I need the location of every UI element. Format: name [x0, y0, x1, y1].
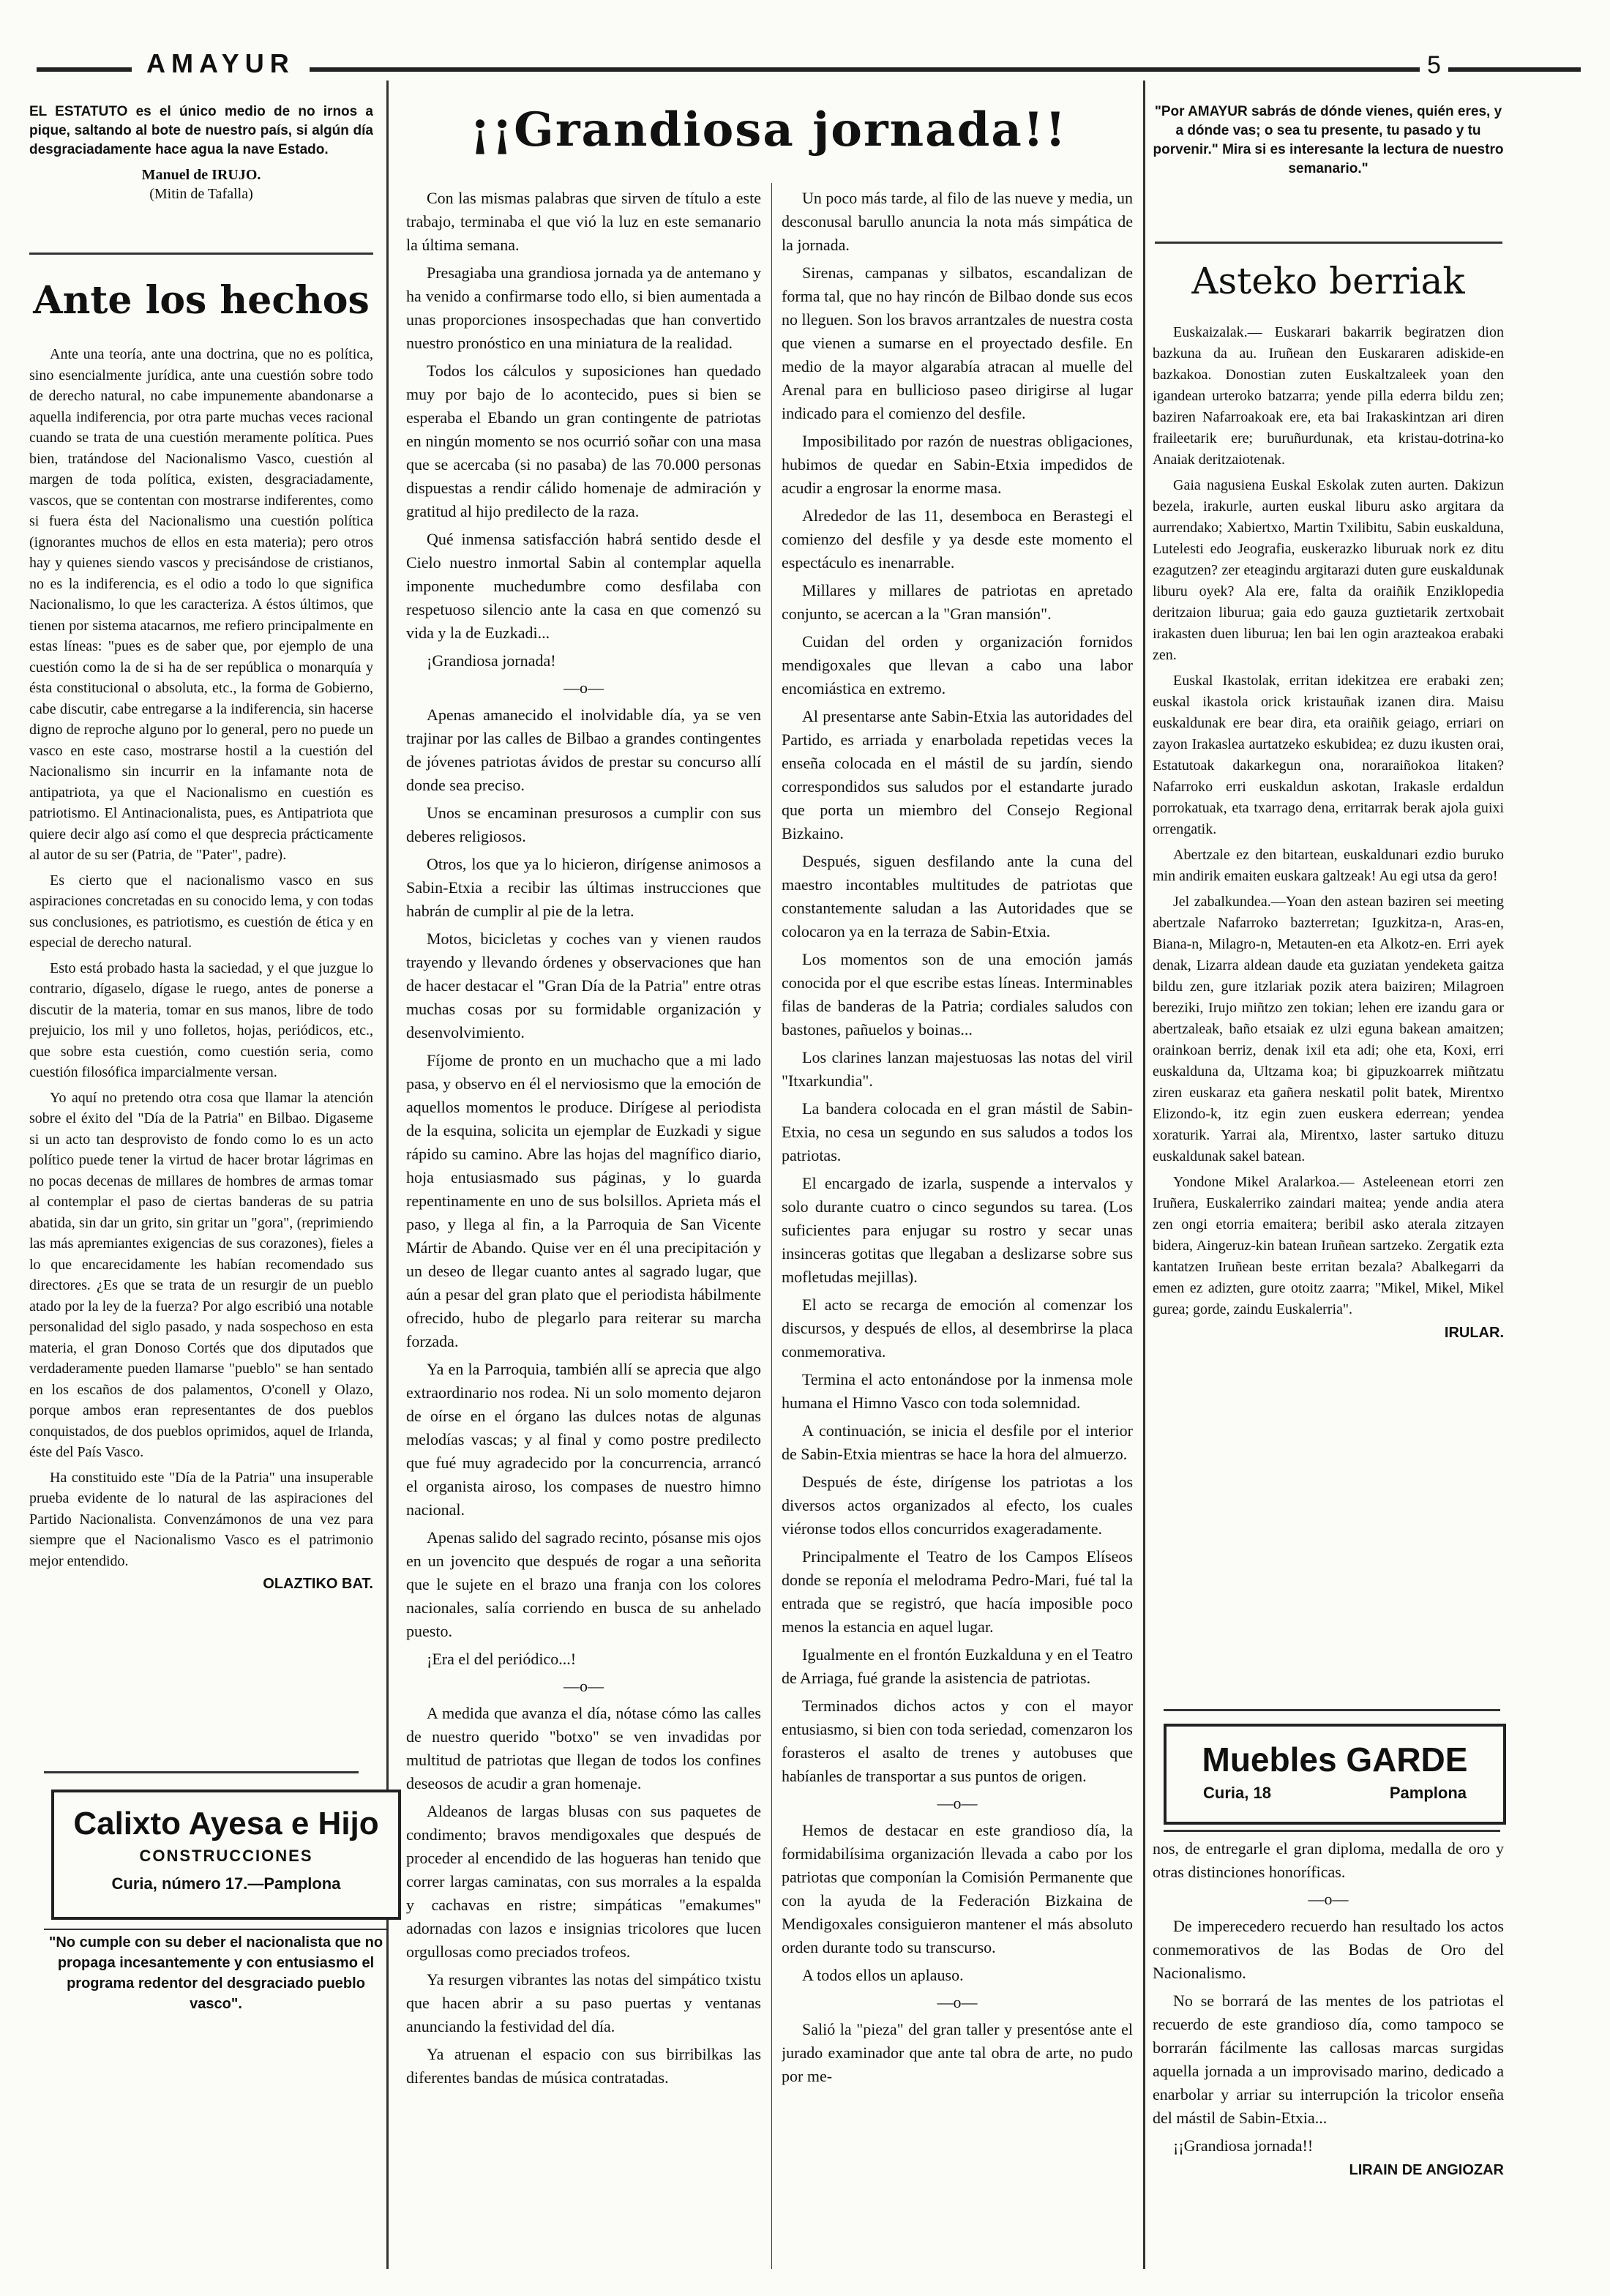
paragraph: Apenas salido del sagrado recinto, pósanse mis ojos en un jovencito que después de rogar a una señorita que le sujete en el brazo una franja con los colores nacionales, salía corriendo en busca de su anhelado puesto. — [406, 1528, 761, 1640]
ad-company-line: CONSTRUCCIONES — [139, 1847, 313, 1865]
paragraph: Ya en la Parroquia, también allí se aprecia que algo extraordinario nos rodea. Ni un solo momento dejaron de oírse en el órgano las dulces notas de algunas melodías vascas; y al final y como postre predilecto que fué muy agradecido por la concurrencia, arrancó el organista airoso, los compases de nuestro himno nacional. — [406, 1360, 761, 1519]
column-rule-right — [1143, 81, 1145, 2269]
paragraph: De imperecedero recuerdo han resultado los actos conmemorativos de las Bodas de Oro del Nacionalismo. — [1153, 1917, 1504, 1982]
paragraph: Un poco más tarde, al filo de las nueve y media, un desconusal barullo anuncia la nota más simpática de la jornada. — [782, 189, 1133, 254]
paragraph: Fíjome de pronto en un muchacho que a mi lado pasa, y observo en él el nerviosismo que la emoción de aquellos momentos le produce. Dirígese al periodista de la esquina, solicita un ejemplar de Euzkadi y sigue rápido su camino. Abre las hojas del magnífico diario, hoja entusiasmado sus páginas, y lo guarda repentinamente en uno de sus bolsillos. Aprieta más el paso, y llega al fin, a la Parroquia de San Vicente Mártir de Abando. Quise ver en él una precipitación y un deseo de llegar cuanto antes al sagrado lugar, que aún a pesar del gran plato que el periodista hábilmente ofrecido, hubo de plegarlo para reiterar su marcha forzada. — [406, 1051, 761, 1350]
paragraph: El acto se recarga de emoción al comenzar los discursos, y después de ellos, al desembrirse la placa conmemorativa. — [782, 1295, 1133, 1361]
section-separator: —o— — [564, 678, 604, 697]
paragraph: Ha constituido este "Día de la Patria" una insuperable prueba evidente de lo natural de las aspiraciones del Partido Nacionalista. Convenzámonos de una vez para siempre que el Nacionalismo Vasco es el patrimonio mejor entendido. — [29, 1469, 373, 1569]
paragraph: Qué inmensa satisfacción habrá sentido desde el Cielo nuestro inmortal Sabin al contemplar aquella imponente muchedumbre como desfilaba con respetuoso silencio ante la casa en que comenzó su vida y la de Euzkadi... — [406, 530, 761, 642]
ad-address-row — [1167, 1779, 1503, 1803]
paragraph: Abertzale ez den bitartean, euskaldunari ezdio buruko min andirik emaiten euskara galtzeak! Au egi utsa da gero! — [1153, 847, 1504, 884]
paragraph: Alrededor de las 11, desemboca en Berastegi el comienzo del desfile y ya desde este momento el espectáculo es inenarrable. — [782, 506, 1133, 572]
paragraph: Principalmente el Teatro de los Campos Elíseos donde se reponía el melodrama Pedro-Mari, fué tal la entrada que se registró, que hacía imposible poco menos la estancia en aquel lugar. — [782, 1547, 1133, 1636]
paragraph: Todos los cálculos y suposiciones han quedado muy por bajo de lo acontecido, pues si bien se esperaba el Ebando un gran contingente de patriotas en ningún momento se nos ocurrió soñar con una masa que se acercaba (si no pasaba) de las 70.000 personas dispuestas a rendir cálido homenaje de admiración y gratitud al hijo predilecto de la raza. — [406, 362, 761, 520]
paragraph: No se borrará de las mentes de los patriotas el recuerdo de este grandioso día, como tampoco se borrarán fácilmente las callosas marcas surgidas aquella jornada a un improvisado marino, dedicado a enarbolar y arriar su interrupción la tricolor enseña del mástil de Sabin-Etxia... — [1153, 1992, 1504, 2127]
paragraph: Gaia nagusiena Euskal Eskolak zuten aurten. Dakizun bezela, irakurle, aurten euskal liburu asko argitara da aurrendako; Xabiertxo, Martin Txilibitu, Sabin euskalduna, Lutelesti edo Jeografia, euskerazko liburuak nork ez ditu ezagutzen? zer eteagindu argitarazi duten gure euskaldunak liburu oyek? Ala ere, falta da oraiñik Enziklopedia deritzaion liburua; gaia edo gauza guztietarik zertxobait irakasten duen liburua; len bai len ogin arazteakoa erabaki zen. — [1153, 477, 1504, 663]
right-ad-bottom-rule — [1164, 1830, 1500, 1832]
paragraph: Cuidan del orden y organización fornidos mendigoxales que llevan a cabo una labor encomiástica en extremo. — [782, 632, 1133, 698]
paragraph: Los momentos son de una emoción jamás conocida por el que escribe estas líneas. Interminables filas de banderas de la Patria; cordiales saludos con bastones, pañuelos y boinas... — [782, 950, 1133, 1039]
paragraph: Imposibilitado por razón de nuestras obligaciones, hubimos de quedar en Sabin-Etxia impedidos de acudir a engrosar la enorme masa. — [782, 432, 1133, 497]
paragraph: Otros, los que ya lo hicieron, dirígense animosos a Sabin-Etxia a recibir las últimas instrucciones que habrán de cumplir al pie de la letra. — [406, 855, 761, 920]
paragraph: A todos ellos un aplauso. — [802, 1966, 964, 1984]
article-asteko-berriak — [1153, 322, 1504, 1691]
paragraph: Apenas amanecido el inolvidable día, ya se ven trajinar por las calles de Bilbao a grandes contingentes de jóvenes patriotas ávidos de prestar su concurso allí donde sea preciso. — [406, 706, 761, 794]
paragraph: Unos se encaminan presurosos a cumplir con sus deberes religiosos. — [406, 804, 761, 845]
ad-company-name: Muebles GARDE — [1202, 1740, 1468, 1779]
paragraph: Es cierto que el nacionalismo vasco en sus aspiraciones concretadas en su conocido lema, y con todas sus conclusiones, es patriotismo, es cuestión de ética y en especial de derecho natural. — [29, 872, 373, 951]
paragraph: El encargado de izarla, suspende a intervalos y solo durante cuatro o cinco segundos su tarea. (Los suficientes para enjugar su rostro y secar unas insinceras gotitas que llegaban a deslizarse sobre sus mofletudas mejillas). — [782, 1174, 1133, 1286]
paragraph: Salió la "pieza" del gran taller y presentóse ante el jurado examinador que ante tal obra de arte, no pudo por me- — [782, 2020, 1133, 2085]
section-separator: —o— — [937, 1794, 978, 1812]
paragraph: Presagiaba una grandiosa jornada ya de antemano y ha venido a confirmarse todo ello, si bien aumentada a unas proporciones insospechadas que han convertido nuestro pronóstico en una miniatura de la realidad. — [406, 263, 761, 352]
section-separator: —o— — [564, 1677, 604, 1695]
right-title-wrap — [1153, 260, 1504, 326]
center-column-1 — [406, 187, 761, 2280]
right-quote-box — [1153, 102, 1504, 234]
section-separator: —o— — [1308, 1890, 1349, 1908]
paragraph: A continuación, se inicia el desfile por el interior de Sabin-Etxia mientras se hace la hora del almuerzo. — [782, 1421, 1133, 1463]
paragraph: Euskal Ikastolak, erritan idekitzea ere erabaki zen; euskal ikastola orick kristauñak izanen dira. Maisu euskaldunak ere bear dira, eta oraiñik geiago, erriari on zayon Irakaslea aurtatzeko eskubidea; ez duzu ikusten orai, Estatutoak dakarkegun ona, noraraiñokoa litaken? Nafarroko erri euskaldun askotan, Irakasle erdaldun porrokatuak, eta txarrago dena, erritarrak berak ajola guixi orrengatik. — [1153, 673, 1504, 837]
article-author: IRULAR. — [1444, 1325, 1504, 1341]
estatuto-quote: EL ESTATUTO es el único medio de no irnos a pique, saltando al bote de nuestro país, si algún día desgraciadamente hace agua la nave Estado. — [29, 104, 373, 157]
ad-muebles-garde — [1164, 1724, 1506, 1825]
paragraph: La bandera colocada en el gran mástil de Sabin-Etxia, no cesa un segundo en sus saludos a todos los patriotas. — [782, 1099, 1133, 1164]
article-title-ante-los-hechos: Ante los hechos — [33, 278, 370, 323]
paragraph: Terminados dichos actos y con el mayor entusiasmo, si bien con toda seriedad, comenzaron los forasteros el asalto de trenes y autobuses que habíanles de transportar a sus puntos de origen. — [782, 1697, 1133, 1785]
paragraph: Aldeanos de largas blusas con sus paquetes de condimento; bravos mendigoxales que después de proceder al encendido de las hogueras han tenido que correr largas caminatas, con sus morrales a la espalda y cachavas en ristre; simpáticas "emakumes" adornadas con lazos e insignias tricolores que lucen orgullosas como preciados trofeos. — [406, 1802, 761, 1961]
center-title-wrap — [410, 102, 1127, 183]
paragraph: Jel zabalkundea.—Yoan den astean baziren sei meeting abertzale Nafarroko bazterretan; Iguzkitza-n, Aras-en, Biana-n, Milagro-n, Metauten-en eta Alkotz-en. Erri ayek denak, Lizarra aldean daude eta guziatan yendeketa gaitza bildu zen, gure itzlariak pozik atera baiziren; Milagroen bereziki, Irujo miñtzo zen tokian; lehen ere izandu gara or abertzaleak, baño etsaiak ez ulzi eguna bakean amaitzen; orainkoan berriz, denak ixil eta adi; ohe eta, Koxi, erri euskalduna da, Ultzama koa; bi gipuzkoarrek miñtzatu ziren euskaraz eta gañera neskatil polit batek, Mirentxo Elizondo-k, itz egin zuen euskera ederrean; yendea xoraturik. Yarrai ala, Mirentxo, laster sartuko dituzu euskaldunak sakel batean. — [1153, 894, 1504, 1164]
article-title-grandiosa-jornada: ¡¡Grandiosa jornada!! — [469, 102, 1068, 157]
article-ante-los-hechos — [29, 344, 373, 1757]
paragraph: Después de éste, dirígense los patriotas a los diversos actos organizados al efecto, los cuales viéronse todos ellos concurridos exageradamente. — [782, 1473, 1133, 1538]
closing-quote: "No cumple con su deber el nacionalista que no propaga incesantemente y con entusiasmo el programa redentor del desgraciado pueblo vasco". — [48, 1934, 383, 2012]
grandiosa-jornada-continuation — [1153, 1837, 1504, 2276]
right-quote-divider — [1155, 242, 1502, 244]
paragraph: Después, siguen desfilando ante la cuna del maestro incontables multitudes de patriotas que constantemente saludan a las Autoridades que se colocaron ya en la terraza de Sabin-Etxia. — [782, 852, 1133, 941]
left-closing-divider — [44, 1929, 388, 1930]
masthead-title: AMAYUR — [132, 48, 310, 79]
paragraph: Termina el acto entonándose por la inmensa mole humana el Himno Vasco con toda solemnidad. — [782, 1370, 1133, 1412]
article-author: LIRAIN DE ANGIOZAR — [1349, 2162, 1504, 2178]
section-separator: —o— — [937, 1993, 978, 2011]
quote-author: Manuel de IRUJO. — [141, 167, 261, 183]
left-title-wrap — [29, 278, 373, 351]
paragraph: Esto está probado hasta la saciedad, y el que juzgue lo contrario, dígaselo, dígase le ruego, antes de ponerse a discutir de la materia, tomar en sus manos, libre de todo prejuicio, los mil y uno folletos, hojas, periódicos, etc., que sobre esta cuestión, como cuestión seria, como cuestión filosófica imparcialmente versan. — [29, 960, 373, 1080]
left-closing-quote — [44, 1932, 388, 2064]
paragraph: ¡Grandiosa jornada! — [427, 651, 556, 670]
left-quote-box — [29, 102, 373, 242]
paragraph: Euskaizalak.— Euskarari bakarrik begiratzen dion bazkuna da au. Iruñean den Euskararen adiskide-en bazkakoa. Donostian zuten Euskaltzaleek yoan den igandean urteroko batzarra; yende pilla ederra bildu zen; baziren Nafarroakoak ere, eta bai Irakaskintzan ari diren fraileetarik ere; buruñurdunak, eta kristau-dotrina-ko Anaiak deritzaiotenak. — [1153, 324, 1504, 468]
paragraph: nos, de entregarle el gran diploma, medalla de oro y otras distinciones honoríficas. — [1153, 1839, 1504, 1881]
paragraph: Sirenas, campanas y silbatos, escandalizan de forma tal, que no hay rincón de Bilbao donde sus ecos no lleguen. Son los bravos arrantzales de nuestra costa que vienen a sumarse en el proyectado desfile. En medio de la mayor algarabía atracan al muelle del Arenal para en bullicioso paseo dirigirse al lugar indicado para el comienzo del desfile. — [782, 263, 1133, 422]
ad-company-name: Calixto Ayesa e Hijo — [73, 1806, 379, 1841]
article-title-asteko-berriak: Asteko berriak — [1191, 260, 1465, 302]
paragraph: Millares y millares de patriotas en apretado conjunto, se acercan a la "Gran mansión". — [782, 581, 1133, 623]
paragraph: Yo aquí no pretendo otra cosa que llamar la atención sobre el éxito del "Día de la Patria" en Bilbao. Digaseme si un acto tan desprovisto de fondo como lo es un acto político puede tener la virtud de hacer brotar lágrimas en no pocas decenas de millares de hombres de armas tomar al contemplar el paso de ciertas banderas de su patria abatida, sin dar un grito, sin gritar un "gora", (reprimiendo las más apremiantes exigencias de sus corazones), fieles a lo que encarecidamente les habían recomendado sus directores. ¿Es que se trata de un resurgir de un pueblo atado por la ley de la fuerza? Por algo escribió una notable personalidad del siglo pasado, y nada sospechoso en esta materia, el gran Donoso Cortés que dos diputados que verdaderamente pueden llamarse "pueblo" se han sentado en los escaños de dos palamentos, O'conell y Olazo, porque ambos eran representantes de dos pueblos conquistados, de dos pueblos oprimidos, aquel de Irlanda, éste del País Vasco. — [29, 1089, 373, 1460]
paragraph: Los clarines lanzan majestuosas las notas del viril "Itxarkundia". — [782, 1048, 1133, 1090]
article-author: OLAZTIKO BAT. — [263, 1576, 373, 1592]
ad-calixto-ayesa — [51, 1790, 401, 1920]
quote-source: (Mitin de Tafalla) — [149, 186, 253, 202]
paragraph: Ante una teoría, ante una doctrina, que no es política, sino esencialmente jurídica, ante una cuestión sobre todo de derecho natural, no cabe impunemente abandonarse a aquella indiferencia, por otra parte muchas veces racional cuando se trata de una cuestión meramente política. Pues bien, tratándose del Nacionalismo Vasco, cuestión al margen de toda política, existen, desgraciadamente, vascos, que se contentan con mostrarse indiferentes, como si fuera ésta del Nacionalismo una cuestión política (ignorantes muchos de ellos en esta materia); pero otros hay y quienes siendo vascos y precisándose de cristianos, no es la indiferencia, es el odio a todo lo que significa Nacionalismo, lo que les caracteriza. A éstos últimos, que tienen por sistema atacarnos, me refiero principalmente en estas líneas: "pues es de saber que, por ejemplo de una cuestión como la de si ha de ser república o monarquía y ésta constitucional o absoluta, etc., la forma de Gobierno, cabe discutir, cabe entregarse a la indiferencia, sin hacerse digno de reproche alguno por lo general, pero no puede un vasco en este caso, mostrarse hostil a la cuestión del Nacionalismo sin incurrir en la infamante nota de antipatriota, ya que el Nacionalismo en cuestión es patriotismo. El Antinacionalista, pues, es Antipatriota que quiere decir algo así como el que desprecia prácticamente al autor de su ser (Patria, de "Pater", padre). — [29, 346, 373, 863]
paragraph: Igualmente en el frontón Euzkalduna y en el Teatro de Arriaga, fué grande la asistencia de patriotas. — [782, 1645, 1133, 1687]
paragraph: Al presentarse ante Sabin-Etxia las autoridades del Partido, es arriada y enarbolada repetidas veces la enseña colocada en el mástil de su jardín, siendo correspondidos sus saludos por el estandarte jurado que porta un miembro del Consejo Regional Bizkaino. — [782, 707, 1133, 842]
paragraph: Hemos de destacar en este grandioso día, la formidabilísima organización llevada a cabo por los patriotas que componían la Comisión Permanente que con la ayuda de la Federación Bizkaina de Mendigoxales consiguieron mantener el más absoluto orden durante todo su transcurso. — [782, 1821, 1133, 1956]
left-quote-divider — [29, 253, 373, 255]
left-ad-top-rule — [44, 1771, 359, 1773]
center-column-2 — [782, 187, 1133, 2280]
column-rule-center — [771, 183, 772, 2269]
paragraph: Ya atruenan el espacio con sus birribilkas las diferentes bandas de música contratadas. — [406, 2045, 761, 2087]
paragraph: A medida que avanza el día, nótase cómo las calles de nuestro querido "botxo" se ven invadidas por multitud de patriotas que llegan de todos los confines deseosos de acudir a gran homenaje. — [406, 1704, 761, 1792]
page-number: 5 — [1420, 51, 1448, 80]
paragraph: Ya resurgen vibrantes las notas del simpático txistu que hacen abrir a su paso puertas y ventanas anunciando la festividad del día. — [406, 1970, 761, 2035]
ad-street: Curia, 18 — [1203, 1784, 1271, 1802]
paragraph: Motos, bicicletas y coches van y vienen raudos trayendo y llevando órdenes y observaciones que han de hacer destacar el "Gran Día de la Patria" entre otras muchas cosas por su formidable organización y desenvolvimiento. — [406, 930, 761, 1042]
ad-company-address: Curia, número 17.—Pamplona — [111, 1874, 341, 1893]
right-ad-top-rule — [1164, 1709, 1500, 1711]
ad-city: Pamplona — [1389, 1784, 1467, 1802]
paragraph: Yondone Mikel Aralarkoa.— Asteleenean etorri zen Iruñera, Euskalerriko zaindari maitea; yende andia atera zen ongi etorria emaitera; beribil asko aterala zitzayen bidera, Aingeruz-kin batean Iruñean sartzeko. Zergatik ezta kantatzen Iruñean beste erritan bezala? Abalkegarri da emen ez adizten, gure otoitz zaarra; "Mikel, Mikel, Mikel gurea; gorde, zaindu Euskalerria". — [1153, 1174, 1504, 1317]
paragraph: Con las mismas palabras que sirven de título a este trabajo, terminaba el que vió la luz en este semanario la última semana. — [406, 189, 761, 254]
amayur-quote: "Por AMAYUR sabrás de dónde vienes, quién eres, y a dónde vas; o sea tu presente, tu pasado y tu porvenir." Mira si es interesante la lectura de nuestro semanario." — [1153, 104, 1504, 176]
paragraph: ¡¡Grandiosa jornada!! — [1173, 2136, 1314, 2155]
paragraph: ¡Era el del periódico...! — [427, 1650, 577, 1668]
